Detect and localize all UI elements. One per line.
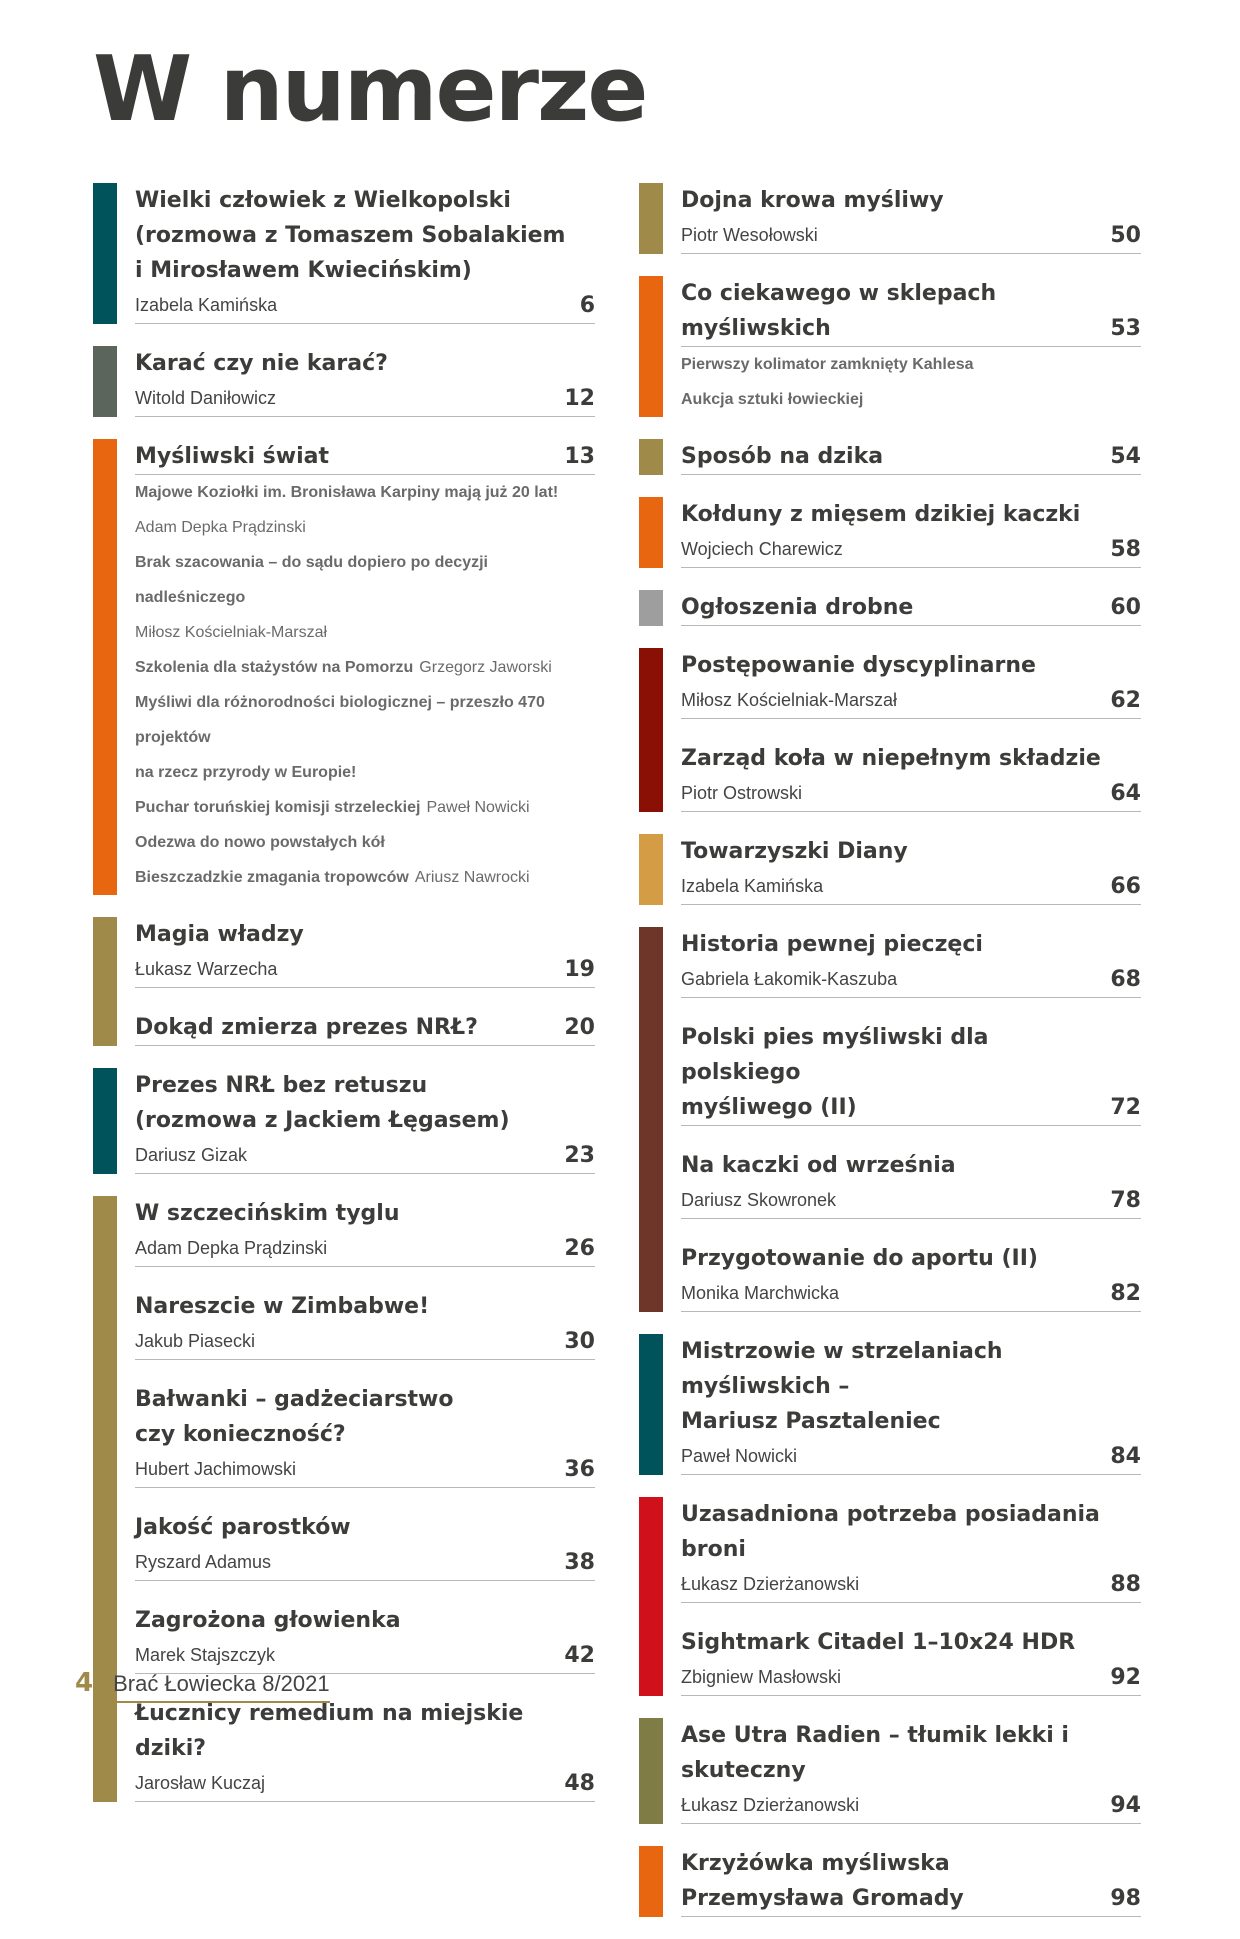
toc-entry[interactable]: [681, 1497, 1141, 1603]
toc-entry-page: 64: [1110, 781, 1141, 806]
toc-entry-author: Wojciech Charewicz: [681, 539, 843, 559]
toc-entry-author-row: [135, 1545, 595, 1581]
section-color-bar: [93, 1068, 117, 1174]
toc-group: [639, 1334, 1141, 1475]
section-color-bar: [639, 590, 663, 626]
toc-entry-title: Sposób na dzika: [681, 444, 884, 469]
toc-subitem-title: Pierwszy kolimator zamknięty Kahlesa: [681, 356, 974, 373]
toc-entry-author: Monika Marchwicka: [681, 1283, 840, 1303]
toc-entry-page: 58: [1110, 537, 1141, 562]
toc-entry-title: Dojna krowa myśliwy: [681, 188, 944, 213]
toc-entry-page: 53: [1110, 316, 1141, 341]
toc-entry-author: Miłosz Kościelniak-Marszał: [681, 690, 898, 710]
toc-group: [639, 276, 1141, 417]
toc-entry-author-row: [681, 1183, 1141, 1219]
toc-entry-author: Łukasz Dzierżanowski: [681, 1574, 860, 1594]
toc-left-column: [93, 183, 595, 1824]
toc-entry[interactable]: [135, 917, 595, 988]
toc-entry-author: Jakub Piasecki: [135, 1331, 256, 1351]
section-color-bar: [639, 183, 663, 254]
toc-entry-page: 84: [1110, 1444, 1141, 1469]
toc-entry-author: Adam Depka Prądzinski: [135, 1238, 328, 1258]
toc-entry[interactable]: [135, 1289, 595, 1360]
toc-entry-page: 62: [1110, 688, 1141, 713]
toc-entry[interactable]: [681, 741, 1141, 812]
toc-entry-author: Zbigniew Masłowski: [681, 1667, 842, 1687]
toc-entry-author: Piotr Wesołowski: [681, 225, 818, 245]
toc-entry-page: 72: [1110, 1095, 1141, 1120]
page-title: W numerze: [93, 37, 647, 142]
toc-entry-author-row: [135, 1231, 595, 1267]
toc-entry-author: Piotr Ostrowski: [681, 783, 803, 803]
toc-entry-author: Paweł Nowicki: [681, 1446, 798, 1466]
toc-entry-author: Marek Stajszczyk: [135, 1645, 276, 1665]
toc-entry-author-row: [681, 1660, 1141, 1696]
footer-page-number: 4: [75, 1668, 94, 1698]
toc-entry[interactable]: [681, 590, 1141, 626]
toc-entry[interactable]: [135, 183, 595, 324]
section-color-bar: [93, 1196, 117, 1802]
toc-entry-author: Gabriela Łakomik-Kaszuba: [681, 969, 898, 989]
toc-group: [93, 346, 595, 417]
toc-entry-title: Historia pewnej pieczęci: [681, 932, 983, 957]
toc-subitem: [135, 650, 595, 685]
toc-entry[interactable]: [681, 1148, 1141, 1219]
toc-entry[interactable]: [681, 1241, 1141, 1312]
toc-group: [639, 439, 1141, 475]
toc-entry-title: Zarząd koła w niepełnym składzie: [681, 746, 1101, 771]
toc-entry-author: Izabela Kamińska: [681, 876, 824, 896]
toc-group: [639, 927, 1141, 1312]
toc-group: [93, 439, 595, 895]
section-color-bar: [93, 917, 117, 1046]
toc-group: [93, 917, 595, 1046]
toc-entry-title: W szczecińskim tyglu: [135, 1201, 400, 1226]
toc-subitem-author: Adam Depka Prądzinski: [135, 519, 306, 536]
toc-group: [93, 1196, 595, 1802]
toc-subitem: [135, 685, 595, 755]
toc-entry-page: 78: [1110, 1188, 1141, 1213]
toc-entry-title: Bałwanki – gadżeciarstwo czy konieczność?: [135, 1387, 454, 1447]
toc-entry-author-row: [135, 1324, 595, 1360]
toc-subitem-title: Majowe Koziołki im. Bronisława Karpiny mają już 20 lat!: [135, 484, 559, 501]
toc-subitem-author: Paweł Nowicki: [426, 799, 530, 816]
toc-subitem-title: Bieszczadzkie zmagania tropowców: [135, 869, 409, 886]
toc-entry-title-row: [681, 276, 1141, 347]
toc-subitem: [135, 825, 595, 860]
toc-entry-author-row: [135, 1766, 595, 1802]
toc-entry-author-row: [135, 1138, 595, 1174]
toc-entry[interactable]: [681, 927, 1141, 998]
toc-entry-title: Polski pies myśliwski dla polskiego myśliwego (II): [681, 1025, 989, 1120]
toc-entry-page: 48: [564, 1771, 595, 1796]
section-color-bar: [93, 346, 117, 417]
toc-entry-title: Nareszcie w Zimbabwe!: [135, 1294, 430, 1319]
toc-entry-title: Myśliwski świat: [135, 444, 329, 469]
toc-entry-page: 26: [564, 1236, 595, 1261]
section-color-bar: [639, 1846, 663, 1917]
footer-magazine-issue: Brać Łowiecka 8/2021: [113, 1671, 329, 1703]
section-color-bar: [639, 1718, 663, 1824]
toc-entry-page: 60: [1110, 595, 1141, 620]
toc-entry[interactable]: [681, 439, 1141, 475]
section-color-bar: [639, 1334, 663, 1475]
toc-entry[interactable]: [681, 648, 1141, 719]
toc-entry-title: Uzasadniona potrzeba posiadania broni: [681, 1502, 1100, 1562]
section-color-bar: [93, 183, 117, 324]
toc-subitem: [135, 510, 595, 545]
toc-entry-page: 94: [1110, 1793, 1141, 1818]
toc-entry-author-row: [681, 1439, 1141, 1475]
toc-entry[interactable]: [681, 1020, 1141, 1126]
section-color-bar: [639, 648, 663, 812]
toc-entry[interactable]: [135, 1196, 595, 1267]
toc-subitem: [135, 615, 595, 650]
toc-entry-author-row: [681, 683, 1141, 719]
toc-entry-title: Ase Utra Radien – tłumik lekki i skuteczny: [681, 1723, 1069, 1783]
toc-subitem-title: Szkolenia dla stażystów na Pomorzu: [135, 659, 414, 676]
toc-subitem-author: Miłosz Kościelniak-Marszał: [135, 624, 328, 641]
page-footer: [75, 1668, 330, 1703]
toc-entry-author-row: [135, 381, 595, 417]
toc-entry-title-row: [681, 590, 1141, 626]
toc-entry-author-row: [681, 962, 1141, 998]
toc-entry[interactable]: [135, 1010, 595, 1046]
toc-entry[interactable]: [681, 1846, 1141, 1917]
toc-entry-author-row: [135, 1452, 595, 1488]
toc-entry-title: Kołduny z mięsem dzikiej kaczki: [681, 502, 1081, 527]
toc-entry[interactable]: [681, 1625, 1141, 1696]
toc-subitem-title: Aukcja sztuki łowieckiej: [681, 391, 864, 408]
toc-entry-title: Ogłoszenia drobne: [681, 595, 914, 620]
toc-entry-page: 42: [564, 1643, 595, 1668]
toc-entry-title: Krzyżówka myśliwska Przemysława Gromady: [681, 1851, 964, 1911]
toc-subitem: [135, 545, 595, 615]
toc-entry-page: 88: [1110, 1572, 1141, 1597]
toc-entry-author-row: [135, 952, 595, 988]
toc-entry[interactable]: [681, 183, 1141, 254]
toc-entry[interactable]: [681, 276, 1141, 417]
toc-entry-author-row: [135, 288, 595, 324]
toc-subitem: [681, 347, 1141, 382]
toc-entry[interactable]: [681, 1718, 1141, 1824]
toc-entry-page: 12: [564, 386, 595, 411]
toc-subitem: [135, 790, 595, 825]
toc-entry[interactable]: [135, 1603, 595, 1674]
toc-subitem: [681, 382, 1141, 417]
toc-subitem-title: na rzecz przyrody w Europie!: [135, 764, 357, 781]
toc-entry-title: Mistrzowie w strzelaniach myśliwskich – Mariusz Pasztaleniec: [681, 1339, 1003, 1434]
toc-entry-page: 66: [1110, 874, 1141, 899]
toc-subitem: [135, 475, 595, 510]
toc-entry-page: 38: [564, 1550, 595, 1575]
toc-entry-author: Ryszard Adamus: [135, 1552, 272, 1572]
toc-entry-page: 68: [1110, 967, 1141, 992]
toc-subitem: [135, 860, 595, 895]
section-color-bar: [639, 439, 663, 475]
toc-entry-title: Magia władzy: [135, 922, 304, 947]
section-color-bar: [639, 1497, 663, 1696]
toc-entry-author: Izabela Kamińska: [135, 295, 278, 315]
toc-subitem-title: Myśliwi dla różnorodności biologicznej – przeszło 470 projektów: [135, 694, 545, 746]
toc-subitem: [135, 755, 595, 790]
toc-entry-author-row: [681, 532, 1141, 568]
toc-subitem-title: Odezwa do nowo powstałych kół: [135, 834, 385, 851]
toc-entry-title: Łucznicy remedium na miejskie dziki?: [135, 1701, 524, 1761]
toc-entry-author-row: [681, 1567, 1141, 1603]
toc-entry-page: 20: [564, 1015, 595, 1040]
section-color-bar: [93, 439, 117, 895]
toc-entry-page: 50: [1110, 223, 1141, 248]
toc-entry-page: 82: [1110, 1281, 1141, 1306]
toc-entry-page: 36: [564, 1457, 595, 1482]
toc-entry[interactable]: [135, 1510, 595, 1581]
toc-subitem-author: Grzegorz Jaworski: [419, 659, 552, 676]
toc-entry-author: Jarosław Kuczaj: [135, 1773, 266, 1793]
toc-right-column: [639, 183, 1141, 1939]
toc-entry[interactable]: [681, 834, 1141, 905]
toc-entry-page: 13: [564, 444, 595, 469]
toc-group: [639, 834, 1141, 905]
toc-entry-author: Hubert Jachimowski: [135, 1459, 297, 1479]
toc-entry-title: Zagrożona głowienka: [135, 1608, 401, 1633]
toc-entry-page: 98: [1110, 1886, 1141, 1911]
toc-entry-title: Jakość parostków: [135, 1515, 351, 1540]
toc-entry-author-row: [681, 869, 1141, 905]
toc-entry-page: 19: [564, 957, 595, 982]
toc-group: [639, 648, 1141, 812]
section-color-bar: [639, 834, 663, 905]
toc-entry-title-row: [135, 1010, 595, 1046]
toc-entry-page: 54: [1110, 444, 1141, 469]
toc-entry-title: Prezes NRŁ bez retuszu (rozmowa z Jackiem Łęgasem): [135, 1073, 510, 1133]
toc-entry-title: Wielki człowiek z Wielkopolski (rozmowa z Tomaszem Sobalakiem i Mirosławem Kwiecińskim): [135, 188, 566, 283]
toc-group: [639, 1718, 1141, 1824]
toc-entry-title: Dokąd zmierza prezes NRŁ?: [135, 1015, 478, 1040]
toc-entry[interactable]: [681, 1334, 1141, 1475]
toc-entry-author: Dariusz Gizak: [135, 1145, 248, 1165]
section-color-bar: [639, 927, 663, 1312]
toc-entry-author: Łukasz Warzecha: [135, 959, 278, 979]
toc-group: [93, 183, 595, 324]
section-color-bar: [639, 276, 663, 417]
toc-entry-title-row: [681, 1020, 1141, 1126]
toc-subitem-title: Puchar toruńskiej komisji strzeleckiej: [135, 799, 421, 816]
toc-entry-title: Postępowanie dyscyplinarne: [681, 653, 1036, 678]
toc-entry[interactable]: [135, 439, 595, 895]
toc-entry-page: 30: [564, 1329, 595, 1354]
toc-group: [639, 183, 1141, 254]
toc-entry-title: Towarzyszki Diany: [681, 839, 908, 864]
toc-entry-author: Witold Daniłowicz: [135, 388, 277, 408]
toc-entry-title: Karać czy nie karać?: [135, 351, 388, 376]
toc-group: [639, 1846, 1141, 1917]
toc-group: [639, 590, 1141, 626]
toc-subitem-author: Ariusz Nawrocki: [414, 869, 530, 886]
toc-entry-page: 6: [579, 293, 595, 318]
toc-group: [639, 497, 1141, 568]
toc-entry-author-row: [681, 1276, 1141, 1312]
section-color-bar: [639, 497, 663, 568]
toc-entry-title: Sightmark Citadel 1–10x24 HDR: [681, 1630, 1076, 1655]
toc-entry[interactable]: [135, 346, 595, 417]
toc-entry-author-row: [681, 1788, 1141, 1824]
toc-entry-author-row: [681, 218, 1141, 254]
toc-entry[interactable]: [135, 1696, 595, 1802]
toc-entry-title: Co ciekawego w sklepach myśliwskich: [681, 281, 997, 341]
toc-group: [93, 1068, 595, 1174]
toc-entry-author: Dariusz Skowronek: [681, 1190, 837, 1210]
toc-entry-author-row: [681, 776, 1141, 812]
toc-entry-title-row: [681, 439, 1141, 475]
toc-entry-title-row: [681, 1846, 1141, 1917]
toc-entry-title: Na kaczki od września: [681, 1153, 956, 1178]
toc-entry-page: 23: [564, 1143, 595, 1168]
toc-entry[interactable]: [681, 497, 1141, 568]
toc-group: [639, 1497, 1141, 1696]
toc-entry-page: 92: [1110, 1665, 1141, 1690]
toc-entry-title: Przygotowanie do aportu (II): [681, 1246, 1038, 1271]
toc-entry[interactable]: [135, 1068, 595, 1174]
toc-subitem-title: Brak szacowania – do sądu dopiero po decyzji nadleśniczego: [135, 554, 488, 606]
toc-entry-author: Łukasz Dzierżanowski: [681, 1795, 860, 1815]
toc-entry[interactable]: [135, 1382, 595, 1488]
toc-entry-title-row: [135, 439, 595, 475]
